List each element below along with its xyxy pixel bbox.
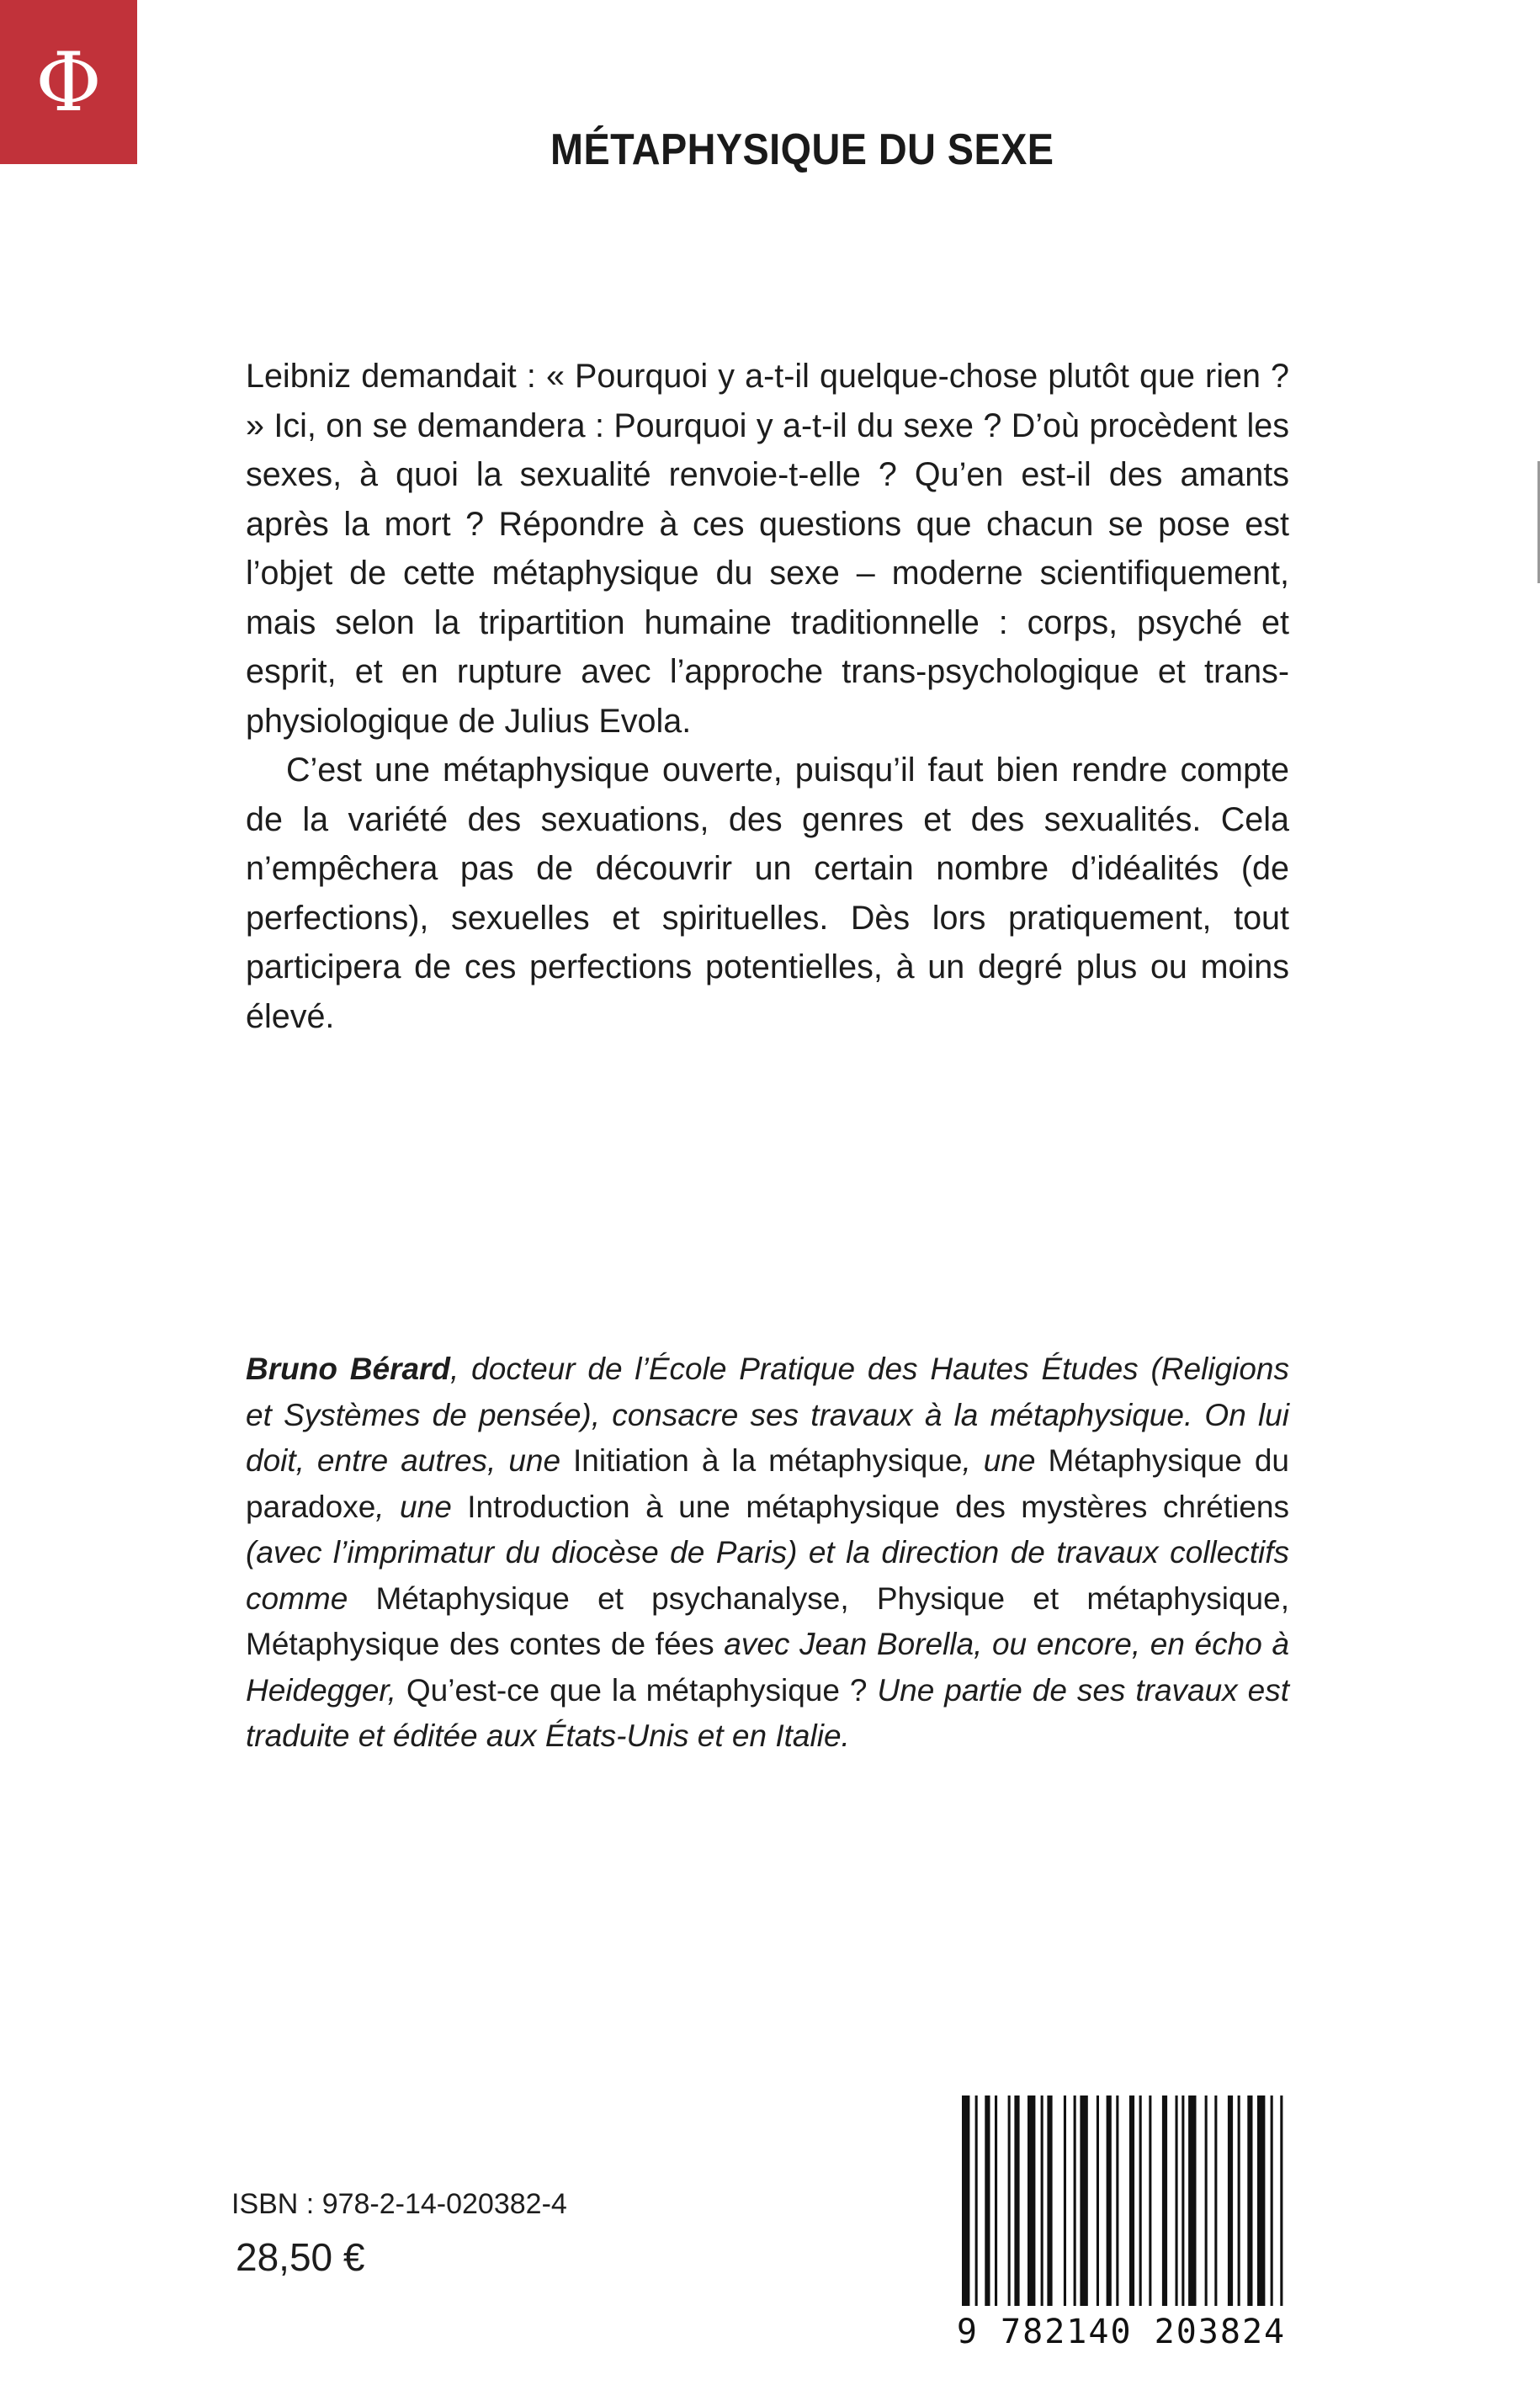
bio-segment: , docteur de l’École Pratique des Hautes Études (Religions et Systèmes de pensée), consacre ses travaux à la métaphysique. On lui doit, entre autres, une [246, 1352, 1290, 1478]
bio-segment: , une [375, 1489, 468, 1524]
description-paragraph: Leibniz demandait : « Pourquoi y a-t-il quelque-chose plutôt que rien ? » Ici, on se demandera : Pourquoi y a-t-il du sexe ? D’où procèdent les sexes, à quoi la sexualité renvoie-t-elle ? Qu’en est-il des amants après la mort ? Répondre à ces questions que chacun se pose est l’objet de cette métaphysique du sexe – moderne scientifiquement, mais selon la tripartition humaine traditionnelle : corps, psyché et esprit, et en rupture avec l’approche trans-psychologique et trans-physiologique de Julius Evola. [246, 358, 1289, 740]
bio-work-title: Introduction à une métaphysique des mystères chrétiens [467, 1489, 1289, 1524]
book-title: MÉTAPHYSIQUE DU SEXE [550, 125, 1054, 174]
bio-segment: (avec l’imprimatur du diocèse de Paris) et la direction de travaux collectifs comme [246, 1535, 1289, 1616]
author-bio [246, 1347, 1289, 1760]
author-name: Bruno Bérard [246, 1352, 451, 1386]
description-paragraph: C’est une métaphysique ouverte, puisqu’il faut bien rendre compte de la variété des sexuations, des genres et des sexualités. Cela n’empêchera pas de découvrir un certain nombre d’idéalités (de perfections), sexuelles et spirituelles. Dès lors pratiquement, tout participera de ces perfections potentielles, à un degré plus ou moins élevé. [246, 752, 1289, 1035]
price-label: 28,50 € [236, 2235, 365, 2279]
bio-segment: Une partie de ses travaux est traduite et éditée aux États-Unis et en Italie. [246, 1672, 1289, 1753]
bio-work-title: Qu’est-ce que la métaphysique ? [406, 1672, 868, 1708]
isbn-label: ISBN : 978-2-14-020382-4 [231, 2188, 567, 2220]
bio-work-title: Initiation à la métaphysique [573, 1443, 963, 1478]
bio-work-title: Métaphysique et psychanalyse, Physique et métaphysique, Métaphysique des contes de fées [246, 1580, 1289, 1661]
barcode-digits: 9 782140 203824 [956, 2313, 1287, 2351]
bio-segment: avec Jean Borella, ou encore, en écho à Heidegger, [246, 1627, 1289, 1708]
book-description [246, 352, 1289, 1041]
phi-logo-icon: Φ [35, 35, 102, 130]
bio-work-title: Métaphysique du paradoxe [246, 1443, 1289, 1524]
bio-segment: , une [962, 1443, 1049, 1478]
barcode-icon [955, 2096, 1288, 2306]
